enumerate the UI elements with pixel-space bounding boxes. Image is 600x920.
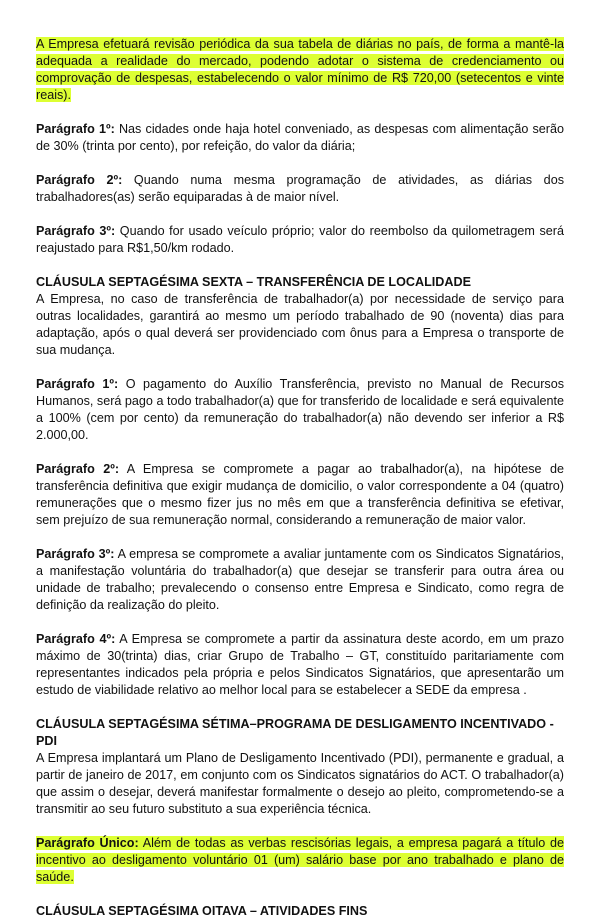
paragraph-text: A Empresa se compromete a partir da assinatura deste acordo, em um prazo máximo de 30(trinta) dias, criar Grupo de Trabalho – GT, constituído paritariamente com representantes indicados pela própria e pelos Sindicatos Signatários, que apresentarão um estudo de viabilidade relativo ao melhor local para se estabelecer a SEDE da empresa .: [36, 632, 565, 697]
clausula-76-body: A Empresa, no caso de transferência de trabalhador(a) por necessidade de serviço para outras localidades, garantirá ao mesmo um período trabalhado de 90 (noventa) dias para adaptação, após o qual deverá ser providenciado com ônus para a Empresa o transporte de sua mudança.: [36, 292, 564, 357]
paragraph-label: Parágrafo Único:: [36, 836, 139, 850]
paragraph-label: Parágrafo 1º:: [36, 377, 119, 391]
paragraph-text: A Empresa se compromete a pagar ao trabalhador(a), na hipótese de transferência definitiva que exigir mudança de domicilio, o valor correspondente a 04 (quatro) remunerações que o mesmo fizer jus no mês em que a transferência definitiva se efetivar, sem prejuízo de sua remuneração normal, considerando a remuneração de maior valor.: [36, 462, 564, 527]
diarias-paragrafo-2: [36, 172, 564, 206]
clausula-76-paragrafo-1: [36, 376, 564, 444]
highlighted-text: [36, 836, 564, 884]
paragraph-label: Parágrafo 2º:: [36, 173, 123, 187]
clausula-76-paragrafo-2: [36, 461, 564, 529]
paragraph-label: Parágrafo 4º:: [36, 632, 116, 646]
paragraph-text: Nas cidades onde haja hotel conveniado, as despesas com alimentação serão de 30% (trinta por cento), por refeição, do valor da diária;: [36, 122, 565, 153]
clausula-77-paragrafo-unico: [36, 835, 564, 886]
diarias-paragrafo-1: [36, 121, 564, 155]
clausula-76-paragrafo-4: [36, 631, 564, 699]
paragraph-text: Quando for usado veículo próprio; valor do reembolso da quilometragem será reajustado para R$1,50/km rodado.: [36, 224, 565, 255]
paragraph-text: O pagamento do Auxílio Transferência, previsto no Manual de Recursos Humanos, será pago a todo trabalhador(a) que for transferido de localidade e será equivalente a 100% (cem por cento) da remuneração do trabalhador(a) não devendo ser inferior a R$ 2.000,00.: [36, 377, 565, 442]
diarias-paragrafo-3: [36, 223, 564, 257]
paragraph-label: Parágrafo 1º:: [36, 122, 115, 136]
clausula-78-title: CLÁUSULA SEPTAGÉSIMA OITAVA – ATIVIDADES FINS: [36, 904, 368, 918]
clausula-77-title: CLÁUSULA SEPTAGÉSIMA SÉTIMA–PROGRAMA DE DESLIGAMENTO INCENTIVADO - PDI: [36, 717, 554, 748]
paragraph-text: A empresa se compromete a avaliar juntamente com os Sindicatos Signatários, a manifestação voluntária do trabalhador(a) que desejar se transferir para outra área ou unidade de trabalho; prevalecendo o consenso entre Empresa e Sindicato, como regra de definição da realização do pleito.: [36, 547, 565, 612]
clausula-76-title: CLÁUSULA SEPTAGÉSIMA SEXTA – TRANSFERÊNCIA DE LOCALIDADE: [36, 275, 471, 289]
document-page: [36, 36, 564, 920]
clausula-77-body: A Empresa implantará um Plano de Desligamento Incentivado (PDI), permanente e gradual, a partir de janeiro de 2017, em conjunto com os Sindicatos signatários do ACT. O trabalhador(a) que assim o desejar, deverá manifestar formalmente o desejo ao pleito, comprometendo-se a transmitir ao seu futuro substituto a sua experiência técnica.: [36, 751, 564, 816]
paragraph-label: Parágrafo 3º:: [36, 547, 115, 561]
paragraph-text: Além de todas as verbas rescisórias legais, a empresa pagará a título de incentivo ao desligamento voluntário 01 (um) salário base por ano trabalhado e plano de saúde.: [36, 836, 564, 884]
paragraph-label: Parágrafo 3º:: [36, 224, 116, 238]
highlighted-text: A Empresa efetuará revisão periódica da sua tabela de diárias no país, de forma a mantê-la adequada a realidade do mercado, podendo adotar o sistema de credenciamento ou comprovação de despesas, estabelecendo o valor mínimo de R$ 720,00 (setecentos e vinte reais).: [36, 37, 564, 102]
paragraph-text: Quando numa mesma programação de atividades, as diárias dos trabalhadores(as) serão equiparadas à de maior nível.: [36, 173, 564, 204]
intro-paragraph: [36, 36, 564, 104]
clausula-76-paragrafo-3: [36, 546, 564, 614]
paragraph-label: Parágrafo 2º:: [36, 462, 120, 476]
